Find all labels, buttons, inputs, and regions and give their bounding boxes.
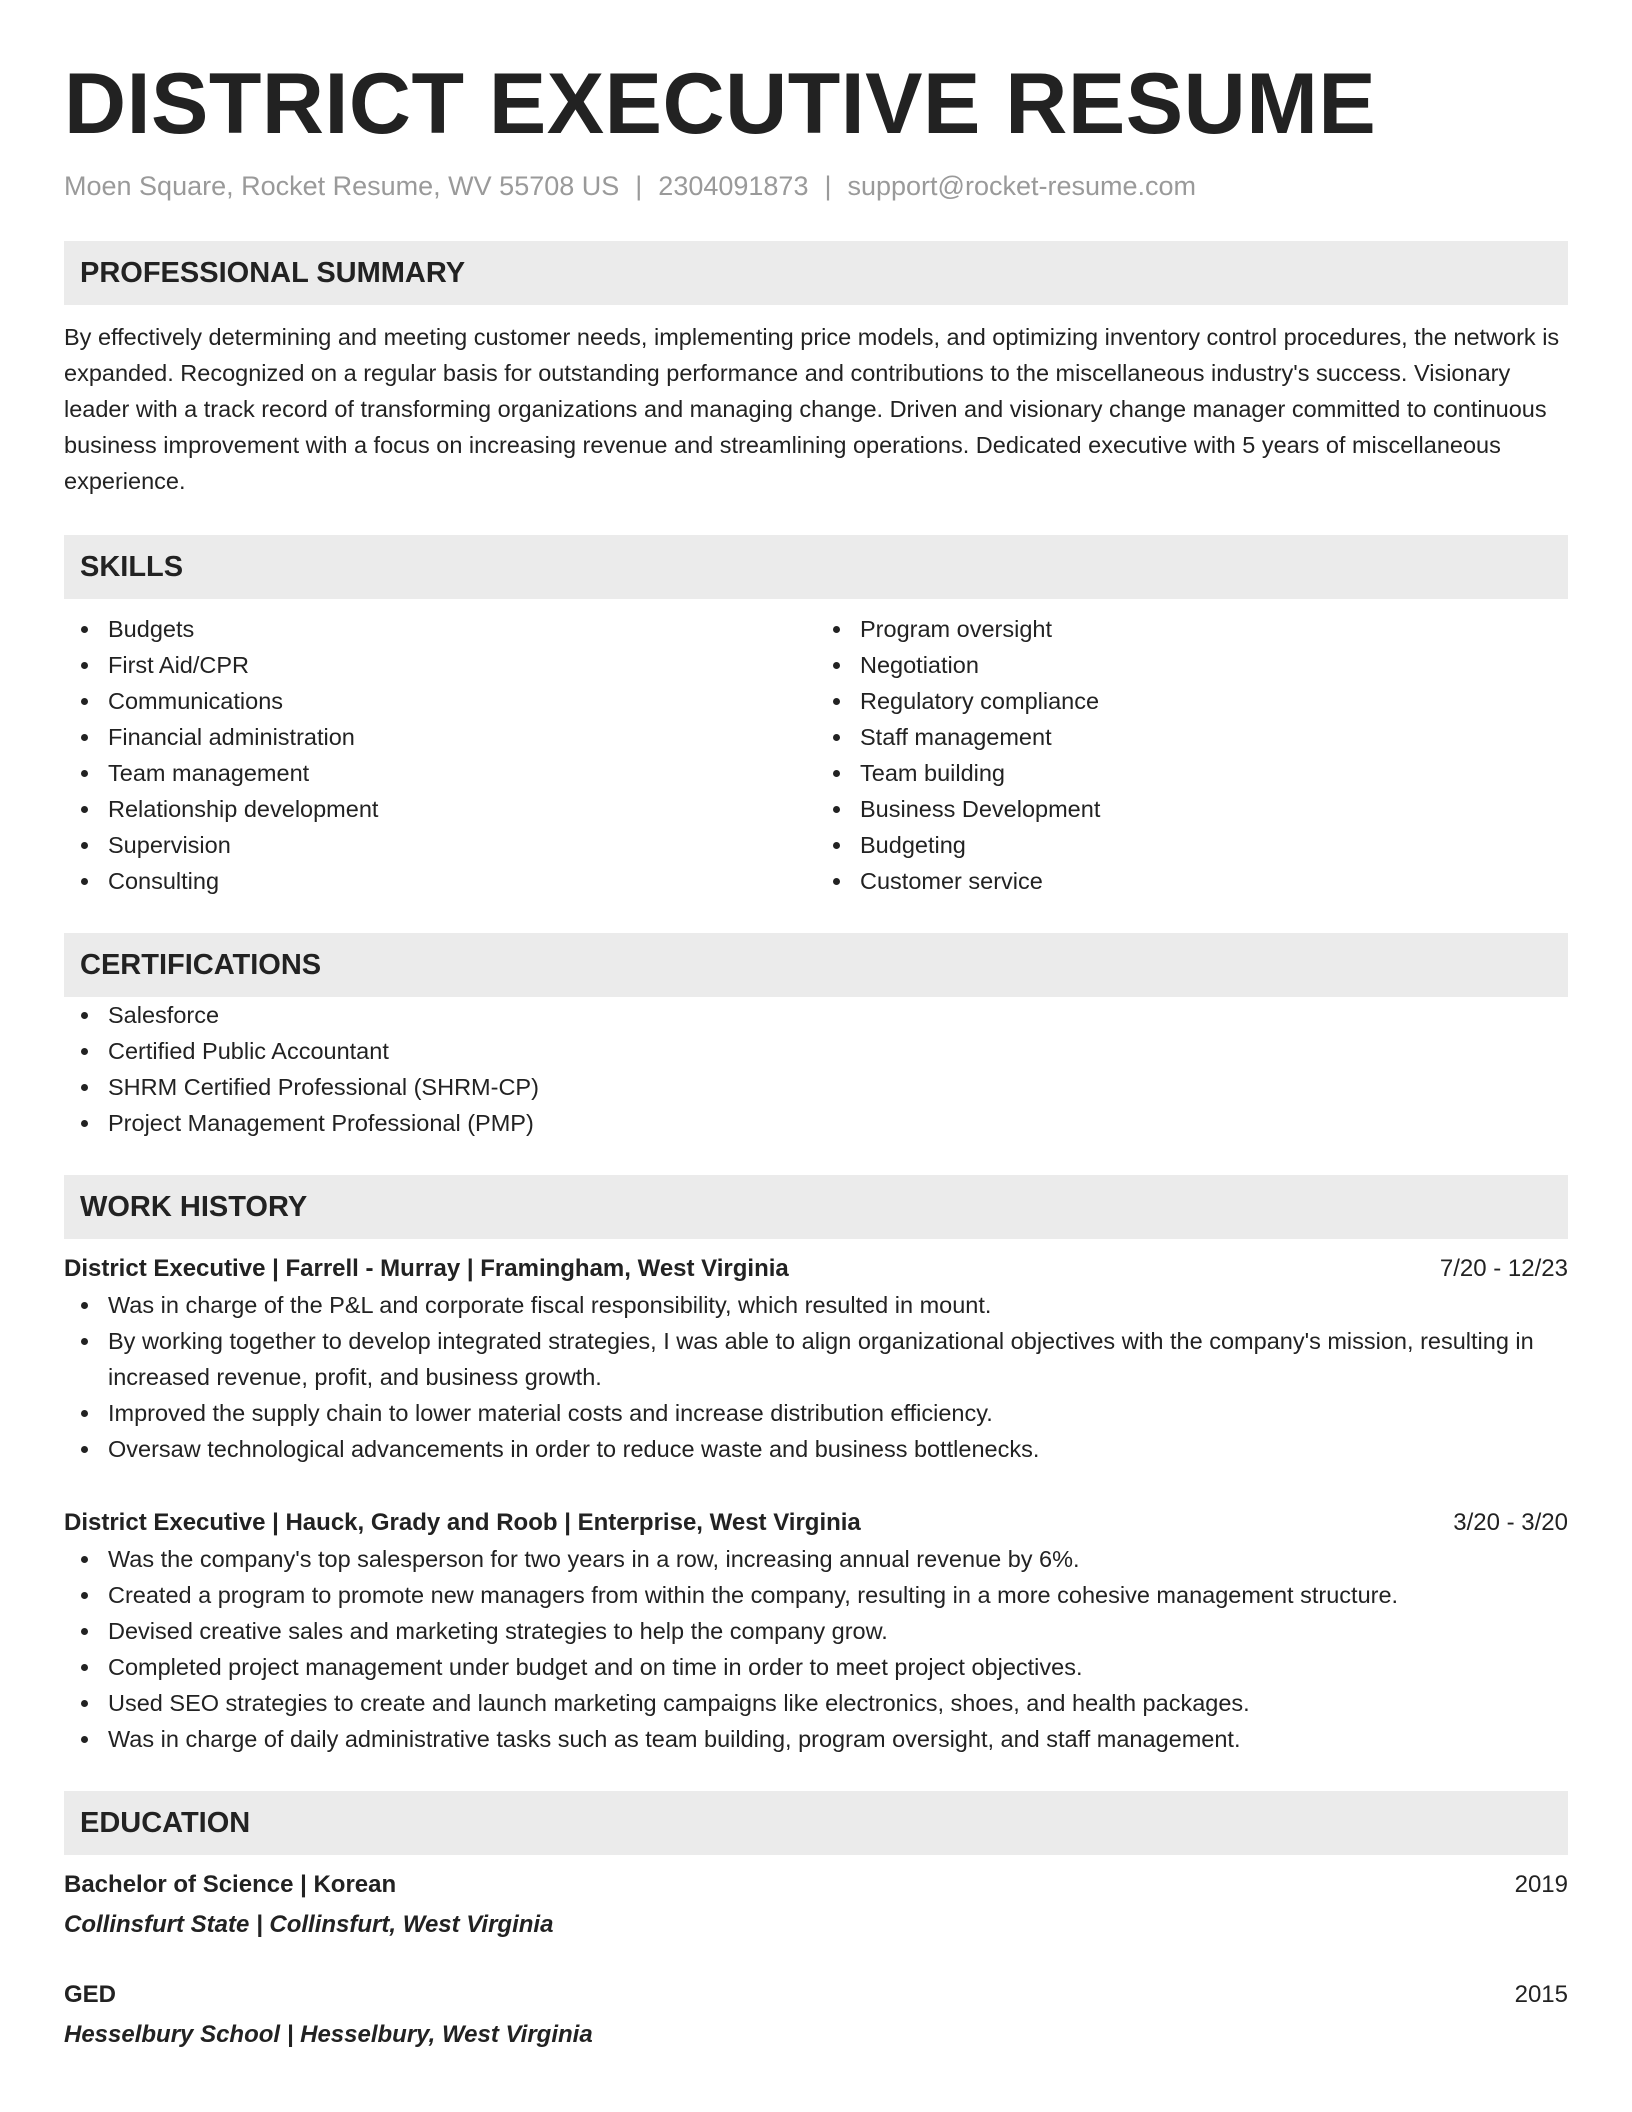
skill-item: Budgeting xyxy=(816,827,1568,863)
job-title: District Executive | Hauck, Grady and Roob | Enterprise, West Virginia xyxy=(64,1509,861,1536)
skill-item: Consulting xyxy=(64,863,816,899)
job-bullet: By working together to develop integrated strategies, I was able to align organizational objectives with the company's mission, resulting in increased revenue, profit, and business growth. xyxy=(64,1323,1568,1395)
education-heading: EDUCATION xyxy=(64,1791,1568,1855)
certification-item: Certified Public Accountant xyxy=(64,1033,1568,1069)
job-bullet: Completed project management under budget and on time in order to meet project objectives. xyxy=(64,1649,1568,1685)
resume-title: DISTRICT EXECUTIVE RESUME xyxy=(64,56,1377,152)
job-bullet: Improved the supply chain to lower material costs and increase distribution efficiency. xyxy=(64,1395,1568,1431)
job-bullet: Was in charge of daily administrative tasks such as team building, program oversight, and staff management. xyxy=(64,1721,1568,1757)
work-history-heading: WORK HISTORY xyxy=(64,1175,1568,1239)
education-degree: Bachelor of Science | Korean xyxy=(64,1871,397,1898)
certifications-list xyxy=(64,997,1568,1141)
education-school: Collinsfurt State | Collinsfurt, West Virginia xyxy=(64,1911,554,1938)
job-title: District Executive | Farrell - Murray | Framingham, West Virginia xyxy=(64,1255,789,1282)
skill-item: Customer service xyxy=(816,863,1568,899)
education-header xyxy=(64,1867,1568,1903)
job-bullet: Oversaw technological advancements in order to reduce waste and business bottlenecks. xyxy=(64,1431,1568,1467)
job-entry xyxy=(64,1505,1568,1757)
certifications-heading: CERTIFICATIONS xyxy=(64,933,1568,997)
job-bullet: Devised creative sales and marketing strategies to help the company grow. xyxy=(64,1613,1568,1649)
education-entry xyxy=(64,1977,1568,2053)
job-bullet: Was the company's top salesperson for two years in a row, increasing annual revenue by 6%. xyxy=(64,1541,1568,1577)
skill-item: Financial administration xyxy=(64,719,816,755)
job-dates: 3/20 - 3/20 xyxy=(1453,1509,1568,1536)
education-degree: GED xyxy=(64,1981,117,2008)
education-year: 2019 xyxy=(1514,1871,1568,1898)
skill-item: Team management xyxy=(64,755,816,791)
skill-item: Relationship development xyxy=(64,791,816,827)
contact-email[interactable]: support@rocket-resume.com xyxy=(847,171,1197,201)
job-bullet: Used SEO strategies to create and launch marketing campaigns like electronics, shoes, and health packages. xyxy=(64,1685,1568,1721)
skills-right-column xyxy=(816,611,1568,899)
contact-separator: | xyxy=(824,171,832,201)
education-school: Hesselbury School | Hesselbury, West Virginia xyxy=(64,2021,593,2048)
skills-left-column xyxy=(64,611,816,899)
job-bullets xyxy=(64,1541,1568,1757)
skill-item: Supervision xyxy=(64,827,816,863)
job-bullet: Created a program to promote new managers from within the company, resulting in a more cohesive management structure. xyxy=(64,1577,1568,1613)
skills-grid xyxy=(64,611,1568,899)
certification-item: Salesforce xyxy=(64,997,1568,1033)
skill-item: Negotiation xyxy=(816,647,1568,683)
contact-address: Moen Square, Rocket Resume, WV 55708 US xyxy=(64,171,620,201)
contact-phone[interactable]: 2304091873 xyxy=(658,171,809,201)
certification-item: SHRM Certified Professional (SHRM-CP) xyxy=(64,1069,1568,1105)
skill-item: Program oversight xyxy=(816,611,1568,647)
job-entry xyxy=(64,1251,1568,1467)
skill-item: Communications xyxy=(64,683,816,719)
certification-item: Project Management Professional (PMP) xyxy=(64,1105,1568,1141)
education-header xyxy=(64,1977,1568,2013)
skill-item: First Aid/CPR xyxy=(64,647,816,683)
skill-item: Budgets xyxy=(64,611,816,647)
education-year: 2015 xyxy=(1514,1981,1568,2008)
skill-item: Staff management xyxy=(816,719,1568,755)
summary-text: By effectively determining and meeting customer needs, implementing price models, and optimizing inventory control procedures, the network is expanded. Recognized on a regular basis for outstanding performance and contributions to the miscellaneous industry's success. Visionary leader with a track record of transforming organizations and managing change. Driven and visionary change manager committed to continuous business improvement with a focus on increasing revenue and streamlining operations. Dedicated executive with 5 years of miscellaneous experience. xyxy=(64,324,1560,494)
contact-separator: | xyxy=(635,171,643,201)
contact-line xyxy=(64,168,1568,204)
skill-item: Regulatory compliance xyxy=(816,683,1568,719)
skill-item: Business Development xyxy=(816,791,1568,827)
job-dates: 7/20 - 12/23 xyxy=(1439,1255,1568,1282)
job-bullets xyxy=(64,1287,1568,1467)
skills-heading: SKILLS xyxy=(64,535,1568,599)
summary-heading: PROFESSIONAL SUMMARY xyxy=(64,241,1568,305)
job-header xyxy=(64,1251,1568,1287)
job-header xyxy=(64,1505,1568,1541)
job-bullet: Was in charge of the P&L and corporate fiscal responsibility, which resulted in mount. xyxy=(64,1287,1568,1323)
skill-item: Team building xyxy=(816,755,1568,791)
education-entry xyxy=(64,1867,1568,1943)
